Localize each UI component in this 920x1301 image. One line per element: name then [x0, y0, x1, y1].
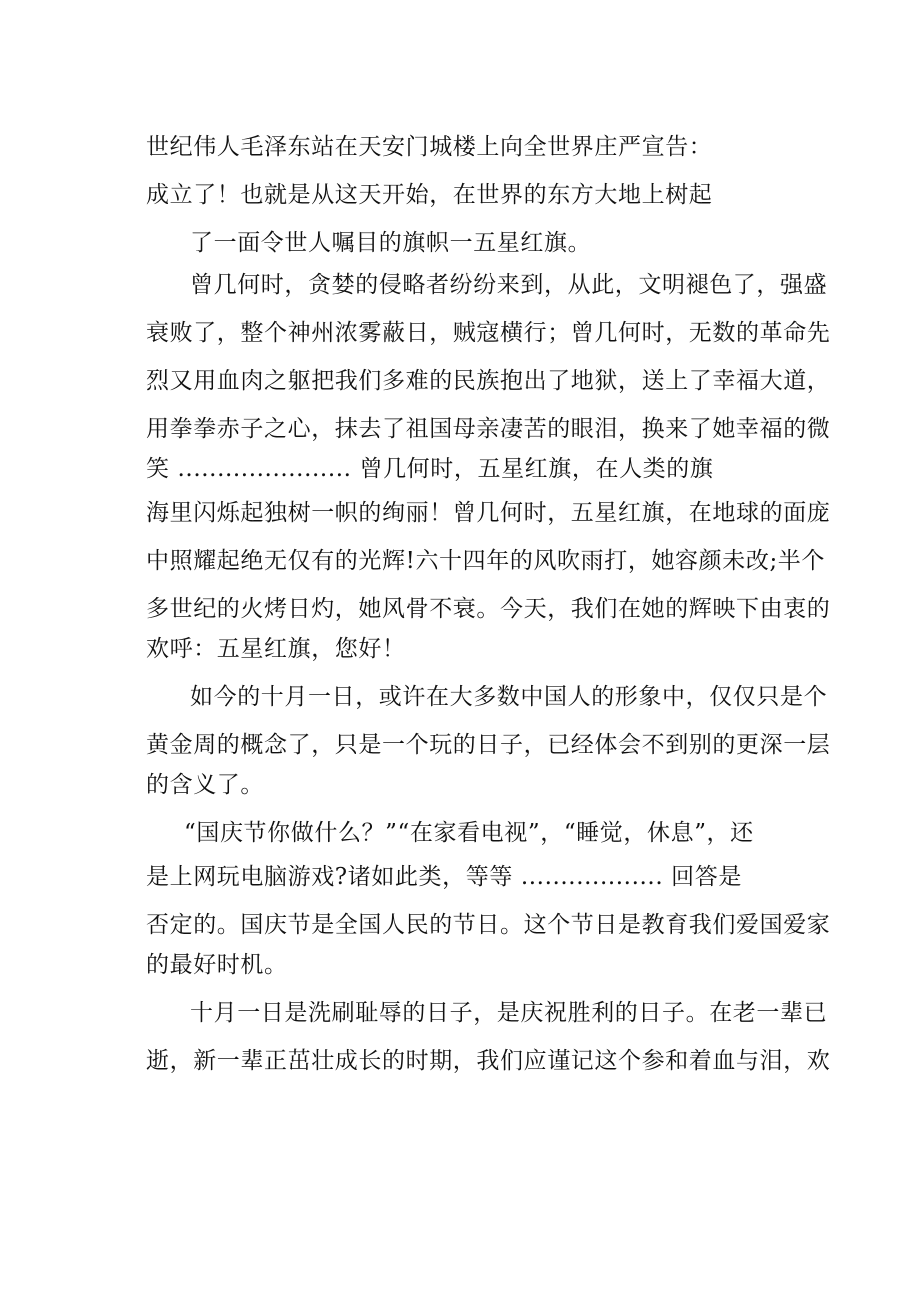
text-line: 逝，新一辈正茁壮成长的时期，我们应谨记这个参和着血与泪，欢	[146, 1048, 831, 1074]
text-line: 如今的十月一日，或许在大多数中国人的形象中，仅仅只是个	[190, 684, 828, 710]
text-line: 成立了！也就是从这天开始，在世界的东方大地上树起	[146, 182, 713, 208]
text-line: 的最好时机。	[146, 952, 288, 978]
text-line: “国庆节你做什么？”“在家看电视”，“睡觉，休息”，还	[184, 820, 754, 846]
text-line: 多世纪的火烤日灼，她风骨不衰。今天，我们在她的辉映下由衷的	[146, 596, 831, 622]
text-line: 烈又用血肉之躯把我们多难的民族抱出了地狱，送上了幸福大道，	[146, 368, 831, 394]
text-line: 否定的。国庆节是全国人民的节日。这个节日是教育我们爱国爱家	[146, 912, 831, 938]
text-line: 黄金周的概念了，只是一个玩的日子，已经体会不到别的更深一层	[146, 732, 831, 758]
text-line: 笑 ...................... 曾几何时，五星红旗，在人类的旗	[146, 456, 714, 482]
text-line: 世纪伟人毛泽东站在天安门城楼上向全世界庄严宣告：	[146, 134, 713, 160]
text-line: 十月一日是洗刷耻辱的日子，是庆祝胜利的日子。在老一辈已	[190, 1000, 828, 1026]
text-line: 中照耀起绝无仅有的光辉!六十四年的风吹雨打，她容颜未改;半个	[146, 548, 825, 574]
text-line: 曾几何时，贪婪的侵略者纷纷来到，从此，文明褪色了，强盛	[190, 272, 828, 298]
text-line: 是上网玩电脑游戏?诸如此类，等等 .................. 回答是	[146, 864, 742, 890]
text-line: 的含义了。	[146, 772, 264, 798]
text-line: 海里闪烁起独树一帜的绚丽！曾几何时，五星红旗，在地球的面庞	[146, 500, 831, 526]
text-line: 衰败了，整个神州浓雾蔽日，贼寇横行；曾几何时，无数的革命先	[146, 320, 831, 346]
text-line: 了一面令世人嘱目的旗帜一五星红旗。	[190, 230, 592, 256]
text-line: 欢呼：五星红旗，您好！	[146, 636, 406, 662]
text-line: 用拳拳赤子之心，抹去了祖国母亲凄苦的眼泪，换来了她幸福的微	[146, 416, 831, 442]
